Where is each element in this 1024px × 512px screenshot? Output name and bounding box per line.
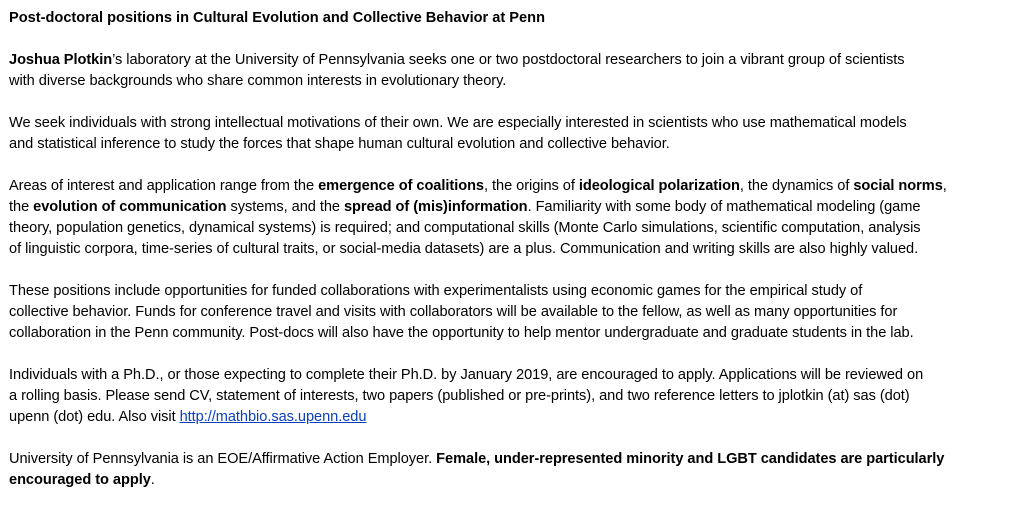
paragraph-positions [9, 281, 1006, 344]
paragraph-seek [9, 113, 1006, 155]
areas-text-a: Areas of interest and application range from the [9, 178, 319, 194]
pi-name: Joshua Plotkin [9, 52, 113, 68]
paragraph-positions-line-3: collaboration in the Penn community. Post-docs will also have the opportunity to help mentor undergraduate and graduate students in the lab. [9, 325, 914, 341]
paragraph-apply-line-2: a rolling basis. Please send CV, statement of interests, two papers (published or pre-prints), and two reference letters to jplotkin (at) sas (dot) [9, 388, 910, 404]
paragraph-intro [9, 50, 1006, 92]
topic-emergence-of-coalitions: emergence of coalitions [318, 178, 484, 194]
paragraph-areas-line-3: theory, population genetics, dynamical systems) is required; and computational skills (Monte Carlo simulations, scientific computation, analysis [9, 220, 921, 236]
topic-social-norms: social norms [853, 178, 943, 194]
paragraph-eoe-line-2 [9, 470, 1006, 491]
paragraph-apply [9, 365, 1006, 428]
areas-text-c: , the origins of [484, 178, 579, 194]
eoe-encouragement-bold-2: encouraged to apply [9, 472, 151, 488]
apply-text-visit: upenn (dot) edu. Also visit [9, 409, 180, 425]
paragraph-areas-line-2 [9, 197, 1006, 218]
paragraph-intro-line-1 [9, 50, 1006, 71]
areas-text-d: , the dynamics of [739, 178, 854, 194]
paragraph-seek-line-1: We seek individuals with strong intellectual motivations of their own. We are especially interested in scientists who use mathematical models [9, 115, 907, 131]
mathbio-website-link[interactable]: http://mathbio.sas.upenn.edu [179, 409, 367, 425]
paragraph-areas-line-1 [9, 176, 1006, 197]
eoe-encouragement-bold-1: Female, under-represented minority and LGBT candidates are particularly [436, 451, 945, 467]
paragraph-areas [9, 176, 1006, 260]
topic-spread-of-misinformation: spread of (mis)information [343, 199, 528, 215]
paragraph-areas-line-4: of linguistic corpora, time-series of cultural traits, or social-media datasets) are a plus. Communication and writing skills are also highly valued. [9, 241, 919, 257]
areas-text-g: systems, and the [226, 199, 344, 215]
topic-evolution-of-communication: evolution of communication [33, 199, 227, 215]
paragraph-positions-line-1: These positions include opportunities for funded collaborations with experimentalists using economic games for the empirical study of [9, 283, 863, 299]
topic-ideological-polarization: ideological polarization [578, 178, 740, 194]
areas-text-f: the [9, 199, 34, 215]
paragraph-eoe-line-1 [9, 449, 1006, 470]
paragraph-eoe [9, 449, 1006, 491]
areas-text-h: . Familiarity with some body of mathematical modeling (game [527, 199, 921, 215]
paragraph-intro-line-2: with diverse backgrounds who share common interests in evolutionary theory. [9, 73, 507, 89]
eoe-text: University of Pennsylvania is an EOE/Affirmative Action Employer. [9, 451, 437, 467]
paragraph-intro-text-1: ’s laboratory at the University of Pennsylvania seeks one or two postdoctoral researchers to join a vibrant group of scientists [112, 52, 905, 68]
paragraph-apply-line-3 [9, 407, 1006, 428]
eoe-period: . [150, 472, 155, 488]
areas-text-e: , [942, 178, 947, 194]
paragraph-seek-line-2: and statistical inference to study the forces that shape human cultural evolution and collective behavior. [9, 136, 670, 152]
paragraph-apply-line-1: Individuals with a Ph.D., or those expecting to complete their Ph.D. by January 2019, are encouraged to apply. Applications will be reviewed on [9, 367, 924, 383]
document-title: Post-doctoral positions in Cultural Evolution and Collective Behavior at Penn [9, 10, 545, 26]
paragraph-positions-line-2: collective behavior. Funds for conference travel and visits with collaborators will be available to the fellow, as well as many opportunities for [9, 304, 898, 320]
